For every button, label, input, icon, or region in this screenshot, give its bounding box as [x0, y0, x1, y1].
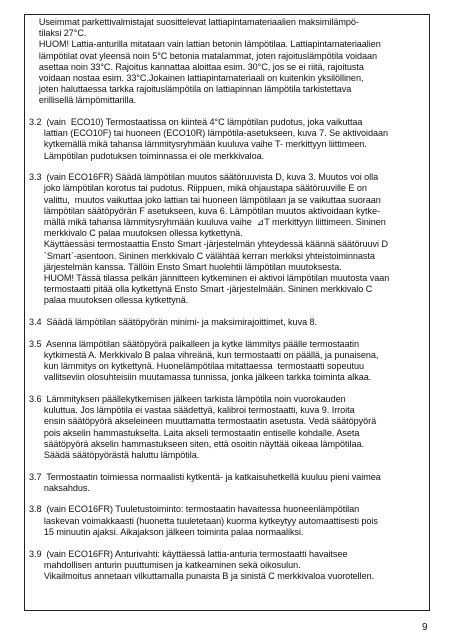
text-line: 3.8 (vain ECO16FR) Tuuletustoiminto: termostaatin havaitessa huoneenlämpötilan [29, 504, 360, 515]
blank-line [29, 461, 427, 472]
text-line: vallitseviin olosuhteisiin muutamassa tunnissa, jonka jälkeen tarkka toiminta alkaa. [29, 372, 372, 383]
text-line: 3.3 (vain ECO16FR) Säädä lämpötilan muutos säätöruuvista D, kuva 3. Muutos voi olla [29, 172, 379, 183]
text-line: 3.6 Lämmityksen päällekytkemisen jälkeen tarkista lämpötila noin vuorokauden [29, 393, 346, 404]
text-line: Käyttäessäsi termostaattia Ensto Smart -järjestelmän yhteydessä käännä säätöruuvi D [29, 239, 388, 250]
text-line: HUOM! Tässä tilassa pelkän jännitteen kytkeminen ei aktivoi lämpötilan muutosta vaan [29, 272, 390, 283]
text-line: 3.5 Asenna lämpötilan säätöpyörä paikalleen ja kytke lämmitys päälle termostaatin [29, 338, 360, 349]
text-line: lämpötilan säätöpyörän F asetukseen, kuva 6. Lämpötilan muutos aktivoidaan kytke- [29, 205, 381, 216]
blank-line [29, 383, 427, 394]
text-line: mällä mikä tahansa lämmitysryhmään kuuluva vaihe ⊿T merkittyyn liittimeen. Sininen [29, 217, 386, 227]
text-line: kytkimestä A. Merkkivalo B palaa vihreänä, kun termostaatti on päällä, ja punaisena, [29, 349, 379, 360]
text-line: `Smart`-asentoon. Sininen merkkivalo C välähtää kerran merkiksi yhteistoiminnasta [29, 250, 375, 261]
text-line: kuluttua. Jos lämpötila ei vastaa säädettyä, kalibroi termostaatti, kuva 9. Irroita [29, 405, 355, 416]
text-line: naksahdus. [29, 482, 90, 493]
body-text [29, 17, 427, 582]
text-line: Lämpötilan pudotuksen toiminnassa ei ole merkkivaloa. [29, 150, 265, 161]
text-line: pois akselin hammastukselta. Laita akseli termostaatin entiselle kohdalle. Aseta [29, 427, 360, 438]
text-line: 3.7 Termostaatin toimiessa normaalisti kytkentä- ja katkaisuhetkellä kuuluu pieni vaimea [29, 471, 381, 482]
text-line: asettaa noin 33°C. Rajoitus kannattaa aloittaa esim. 30°C, jos se ei riitä, rajoitusta [29, 61, 364, 72]
text-line: erillisellä lämpömittarilla. [29, 95, 137, 106]
text-line: joten haluttaessa tarkka rajoituslämpötila on lattiapinnan lämpötila tarkistettava [29, 84, 352, 95]
text-line: joko lämpötilan korotus tai pudotus. Riippuen, mikä ohjaustapa säätöruuville E on [29, 183, 367, 194]
text-line: palaa muutoksen ollessa kytkettynä. [29, 295, 189, 306]
blank-line [29, 162, 427, 173]
text-line: 3.2 (vain ECO10) Termostaatissa on kiinteä 4°C lämpötilan pudotus, joka vaikuttaa [29, 117, 363, 127]
text-line: kytkemällä mikä tahansa lämmitysryhmään kuuluva vaihe T- merkittyyn liittimeen. [29, 139, 367, 150]
page-number: 9 [422, 622, 428, 633]
blank-line [29, 494, 427, 505]
text-line: valittu, muutos vaikuttaa joko lattian tai huoneen lämpötilaan ja se vaikuttaa suoraan [29, 194, 381, 205]
text-line: 3.4 Säädä lämpötilan säätöpyörän minimi- ja maksimirajoittimet, kuva 8. [29, 317, 318, 327]
text-line: 15 minuutin ajaksi. Aikajakson jälkeen toiminta palaa normaaliksi. [29, 526, 304, 537]
text-line: lämpötilat ovat yleensä noin 5°C betonia matalammat, joten rajoituslämpötila voidaan [29, 50, 378, 61]
text-line: Säädä säätöpyörästä haluttu lämpötila. [29, 449, 200, 460]
text-line: lattian (ECO10F) tai huoneen (ECO10R) lämpötila-asetukseen, kuva 7. Se aktivoidaan [29, 128, 389, 139]
text-line: säätöpyörä akselin hammastukseen siten, että osoitin näyttää oikeaa lämpötilaa. [29, 438, 364, 449]
text-line: HUOM! Lattia-anturilla mitataan vain lattian betonin lämpötilaa. Lattiapintamateriaalien [29, 39, 381, 50]
text-line: Vikailmoitus annetaan vilkuttamalla punaista B ja sinistä C merkkivaloa vuorotellen. [29, 570, 375, 581]
blank-line [29, 307, 427, 318]
text-line: 3.9 (vain ECO16FR) Anturivahti: käyttäessä lattia-anturia termostaatti havaitsee [29, 548, 348, 559]
text-line: merkkivalo C palaa muutoksen ollessa kytkettynä. [29, 228, 243, 239]
text-line: järjestelmän kanssa. Tällöin Ensto Smart huolehtii lämpötilan muutoksesta. [29, 261, 342, 272]
blank-line [29, 328, 427, 339]
text-line: Useimmat parkettivalmistajat suosittelevat lattiapintamateriaalien maksimilämpö- [29, 17, 359, 27]
blank-line [29, 538, 427, 549]
text-line: voidaan nostaa esim. 33°C.Jokainen lattiapintamateriaali on kuitenkin yksilöllinen, [29, 72, 364, 83]
text-line: laskevan voimakkaasti (huonetta tuuletetaan) kuorma kytkeytyy automaattisesti pois [29, 515, 378, 526]
text-line: mahdollisen anturin puuttumisen ja katkeaminen sekä oikosulun. [29, 559, 301, 570]
text-line: tilaksi 27°C. [29, 28, 87, 39]
blank-line [29, 107, 427, 118]
text-line: termostaatti pitää olla kytkettynä Ensto Smart -järjestelmään. Sininen merkkivalo C [29, 284, 373, 295]
text-line: kun lämmitys on kytkettynä. Huonelämpötilaa mitattaessa termostaatti sopeutuu [29, 361, 364, 372]
text-line: ensin säätöpyörä akseleineen muuttamatta termostaatin asetusta. Vedä säätöpyörä [29, 416, 377, 427]
